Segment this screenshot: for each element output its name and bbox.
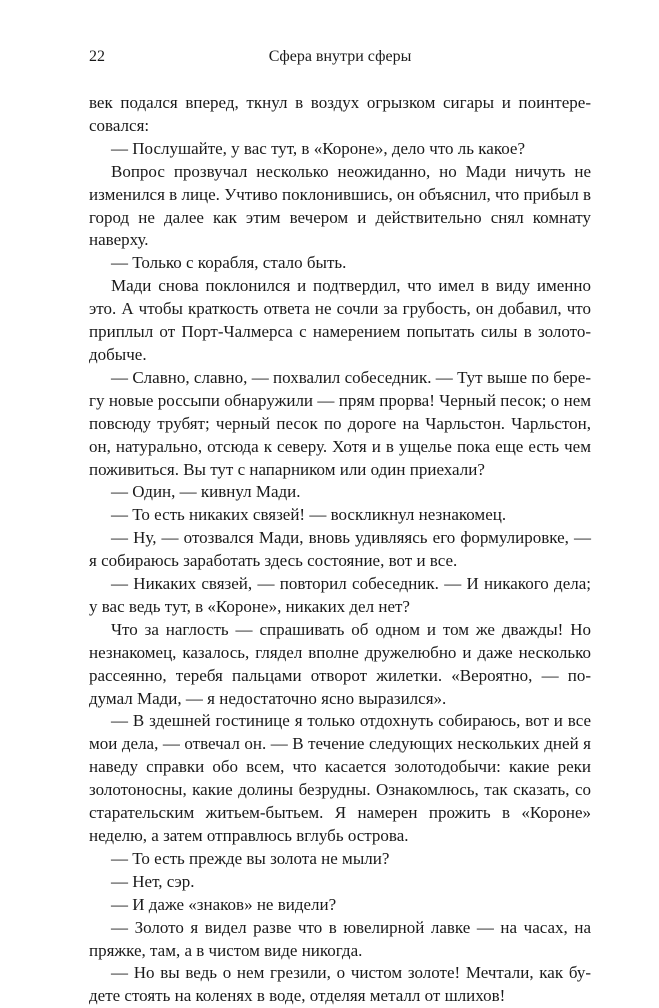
paragraph: — То есть никаких связей! — воскликнул незнакомец. [111, 505, 507, 525]
paragraph: — Никаких связей, — повторил собеседник. — И никакого дела; у вас ведь тут, в «Короне», никаких дел нет? [89, 574, 591, 616]
paragraph: — Только с корабля, стало быть. [111, 253, 347, 273]
paragraph: — Нет, сэр. [111, 871, 195, 891]
body-text [89, 92, 591, 1008]
paragraph: — Послушайте, у вас тут, в «Короне», дело что ль какое? [111, 138, 526, 158]
paragraph: Что за наглость — спрашивать об одном и том же дважды! Но незнакомец, казалось, глядел вполне дружелюбно и даже несколько рассеянно, теребя пальцами отворот жилетки. «Вероятно, — подумал Мади, — я недостаточно ясно выразился». [89, 619, 591, 708]
paragraph: — Золото я видел разве что в ювелирной лавке — на часах, на пряжке, там, а в чистом виде никогда. [89, 917, 591, 960]
paragraph: — Один, — кивнул Мади. [111, 482, 301, 502]
paragraph: век подался вперед, ткнул в воздух огрызком сигары и поинтересовался: [89, 93, 591, 135]
paragraph: — В здешней гостинице я только отдохнуть собираюсь, вот и все мои дела, — отвечал он. — В течение следующих нескольких дней я наведу справки обо всем, что касается золотодобычи: какие реки золотоносны, какие долины безрудны. Ознакомлюсь, так сказать, со старательским житьем-бытьем. Я намерен прожить в «Короне» неделю, а затем отправлюсь вглубь острова. [89, 711, 591, 845]
paragraph: — Ну, — отозвался Мади, вновь удивляясь его формулировке, — я собираюсь заработать здесь состояние, вот и все. [89, 528, 591, 571]
paragraph: Мади снова поклонился и подтвердил, что имел в виду именно это. А чтобы краткость ответа не сочли за грубость, он добавил, что приплыл от Порт-Чалмерса с намерением попытать силы в золотодобыче. [89, 276, 591, 364]
running-head [89, 45, 591, 69]
book-title: Сфера внутри сферы [268, 48, 412, 65]
paragraph: — И даже «знаков» не видели? [111, 894, 337, 914]
paragraph: — То есть прежде вы золота не мыли? [111, 848, 390, 868]
paragraph: — Но вы ведь о нем грезили, о чистом золоте! Мечтали, как будете стоять на коленях в воде, отделяя металл от шлихов! [89, 963, 591, 1006]
page-number: 22 [89, 48, 105, 65]
paragraph: Вопрос прозвучал несколько неожиданно, но Мади ничуть не изменился в лице. Учтиво поклонившись, он объяснил, что прибыл в город не далее как этим вечером и действительно снял комнату наверху. [89, 161, 591, 250]
paragraph: — Славно, славно, — похвалил собеседник. — Тут выше по берегу новые россыпи обнаружили — прям прорва! Черный песок; о нем повсюду трубят; черный песок по дороге на Чарльстон. Чарльстон, он, натурально, отсюда к северу. Хотя и в ущелье пока еще есть чем поживиться. Вы тут с напарником или один приехали? [89, 367, 591, 479]
